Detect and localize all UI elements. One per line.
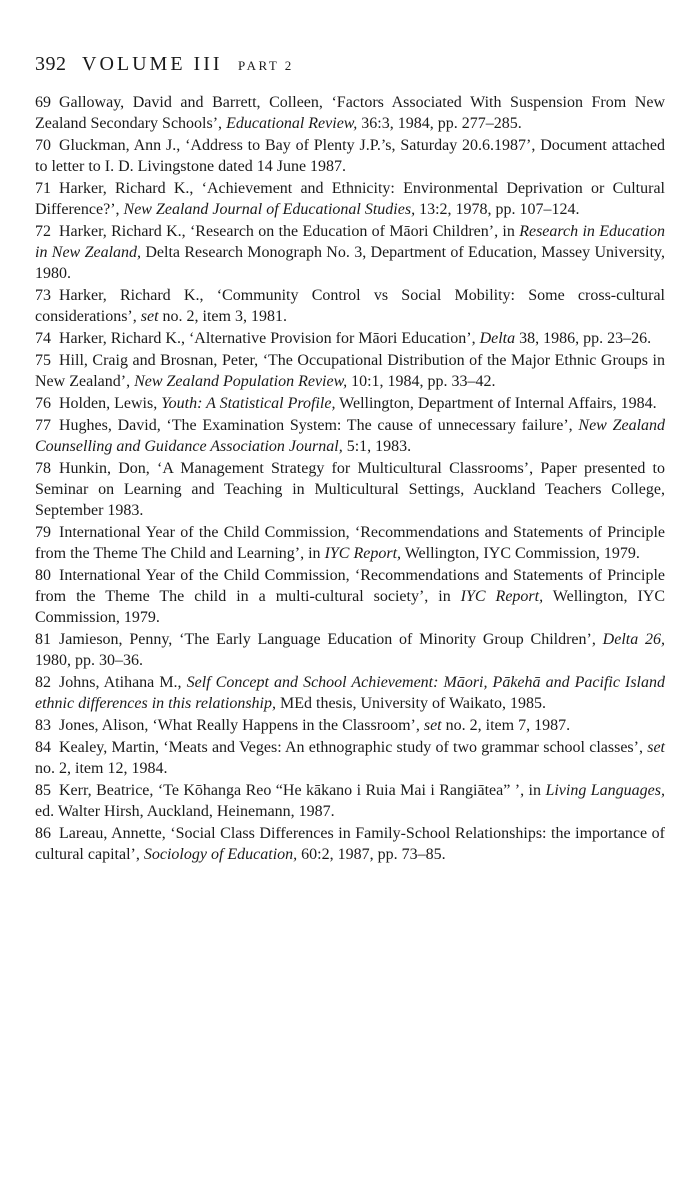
note-text: MEd thesis, University of Waikato, 1985. [276, 695, 546, 712]
note-text: International Year of the Child Commission, ‘Recommendations and Statements of Principle from the Theme The child in a multi-cultural society’, in [35, 567, 665, 605]
note-number: 71 [35, 180, 51, 197]
reference-note [35, 415, 665, 457]
reference-note [35, 823, 665, 865]
note-text: Holden, Lewis, [59, 395, 162, 412]
note-text: ed. Walter Hirsh, Auckland, Heinemann, 1987. [35, 803, 335, 820]
note-title-italic: set [647, 739, 665, 756]
note-text: Harker, Richard K., ‘Community Control vs Social Mobility: Some cross-cultural considerations’, [35, 287, 665, 325]
note-text: 1980, pp. 30–36. [35, 652, 143, 669]
reference-note [35, 328, 665, 349]
note-title-italic: Delta 26, [602, 631, 665, 648]
note-title-italic: Research in Education in New Zealand, [35, 223, 665, 261]
note-title-italic: Youth: A Statistical Profile, [161, 395, 336, 412]
running-head [35, 52, 665, 92]
note-title-italic: Delta [479, 330, 516, 347]
note-number: 78 [35, 460, 51, 477]
reference-note [35, 715, 665, 736]
note-text: Harker, Richard K., ‘Research on the Education of Māori Children’, in [59, 223, 520, 240]
note-text: Gluckman, Ann J., ‘Address to Bay of Plenty J.P.’s, Saturday 20.6.1987’, Document attached to letter to I. D. Livingstone dated 14 June 1987. [35, 137, 665, 175]
note-text: International Year of the Child Commission, ‘Recommendations and Statements of Principle from the Theme The Child and Learning’, in [35, 524, 665, 562]
note-title-italic: Educational Review, [226, 115, 358, 132]
note-text: 13:2, 1978, pp. 107–124. [415, 201, 580, 218]
reference-notes-list [35, 92, 665, 865]
note-title-italic: New Zealand Population Review, [134, 373, 348, 390]
page-number: 392 [35, 53, 67, 75]
note-text: 10:1, 1984, pp. 33–42. [347, 373, 496, 390]
part-label: PART 2 [238, 58, 294, 73]
note-text: Johns, Atihana M., [59, 674, 187, 691]
note-text: 5:1, 1983. [342, 438, 412, 455]
reference-note [35, 221, 665, 284]
note-number: 84 [35, 739, 51, 756]
note-text: 60:2, 1987, pp. 73–85. [297, 846, 446, 863]
note-text: Jamieson, Penny, ‘The Early Language Education of Minority Group Children’, [59, 631, 603, 648]
reference-note [35, 458, 665, 521]
note-number: 73 [35, 287, 51, 304]
book-page [35, 52, 665, 866]
note-text: 36:3, 1984, pp. 277–285. [357, 115, 522, 132]
note-text: Wellington, IYC Commission, 1979. [35, 588, 665, 626]
reference-note [35, 393, 665, 414]
note-title-italic: Self Concept and School Achievement: Māori, Pākehā and Pacific Island ethnic differences in this relationship, [35, 674, 665, 712]
reference-note [35, 135, 665, 177]
reference-note [35, 285, 665, 327]
note-text: Hunkin, Don, ‘A Management Strategy for Multicultural Classrooms’, Paper presented to Seminar on Learning and Teaching in Multicultural Settings, Auckland Teachers College, September 1983. [35, 460, 665, 519]
reference-note [35, 629, 665, 671]
reference-note [35, 92, 665, 134]
note-text: Lareau, Annette, ‘Social Class Differences in Family-School Relationships: the importance of cultural capital’, [35, 825, 665, 863]
note-text: Delta Research Monograph No. 3, Department of Education, Massey University, 1980. [35, 244, 665, 282]
note-text: Kerr, Beatrice, ‘Te Kōhanga Reo “He kākano i Ruia Mai i Rangiātea” ’, in [59, 782, 546, 799]
note-number: 77 [35, 417, 51, 434]
note-number: 70 [35, 137, 51, 154]
reference-note [35, 780, 665, 822]
reference-note [35, 565, 665, 628]
note-title-italic: set [423, 717, 442, 734]
note-title-italic: Living Languages, [545, 782, 665, 799]
volume-label: VOLUME III [82, 53, 223, 75]
note-number: 79 [35, 524, 51, 541]
note-number: 85 [35, 782, 51, 799]
note-number: 80 [35, 567, 51, 584]
note-number: 74 [35, 330, 51, 347]
note-title-italic: set [140, 308, 159, 325]
note-number: 86 [35, 825, 51, 842]
reference-note [35, 737, 665, 779]
note-text: Galloway, David and Barrett, Colleen, ‘Factors Associated With Suspension From New Zealand Secondary Schools’, [35, 94, 665, 132]
note-text: Wellington, Department of Internal Affairs, 1984. [335, 395, 657, 412]
note-number: 69 [35, 94, 51, 111]
note-number: 83 [35, 717, 51, 734]
note-text: Hughes, David, ‘The Examination System: The cause of unnecessary failure’, [59, 417, 579, 434]
note-text: no. 2, item 12, 1984. [35, 760, 168, 777]
note-text: Wellington, IYC Commission, 1979. [401, 545, 640, 562]
note-text: Harker, Richard K., ‘Achievement and Ethnicity: Environmental Deprivation or Cultural Difference?’, [35, 180, 665, 218]
reference-note [35, 672, 665, 714]
note-text: Hill, Craig and Brosnan, Peter, ‘The Occupational Distribution of the Major Ethnic Groups in New Zealand’, [35, 352, 665, 390]
note-text: no. 2, item 3, 1981. [158, 308, 287, 325]
note-title-italic: IYC Report, [324, 545, 402, 562]
note-text: Kealey, Martin, ‘Meats and Veges: An ethnographic study of two grammar school classes’, [59, 739, 648, 756]
note-number: 82 [35, 674, 51, 691]
note-number: 72 [35, 223, 51, 240]
reference-note [35, 350, 665, 392]
note-number: 76 [35, 395, 51, 412]
note-title-italic: IYC Report, [460, 588, 544, 605]
note-title-italic: Sociology of Education, [143, 846, 298, 863]
note-title-italic: New Zealand Journal of Educational Studies, [123, 201, 416, 218]
note-number: 81 [35, 631, 51, 648]
note-text: no. 2, item 7, 1987. [441, 717, 571, 734]
note-text: Jones, Alison, ‘What Really Happens in the Classroom’, [59, 717, 424, 734]
reference-note [35, 178, 665, 220]
note-number: 75 [35, 352, 51, 369]
note-title-italic: New Zealand Counselling and Guidance Association Journal, [35, 417, 666, 455]
reference-note [35, 522, 665, 564]
note-text: Harker, Richard K., ‘Alternative Provision for Māori Education’, [59, 330, 480, 347]
note-text: 38, 1986, pp. 23–26. [515, 330, 652, 347]
